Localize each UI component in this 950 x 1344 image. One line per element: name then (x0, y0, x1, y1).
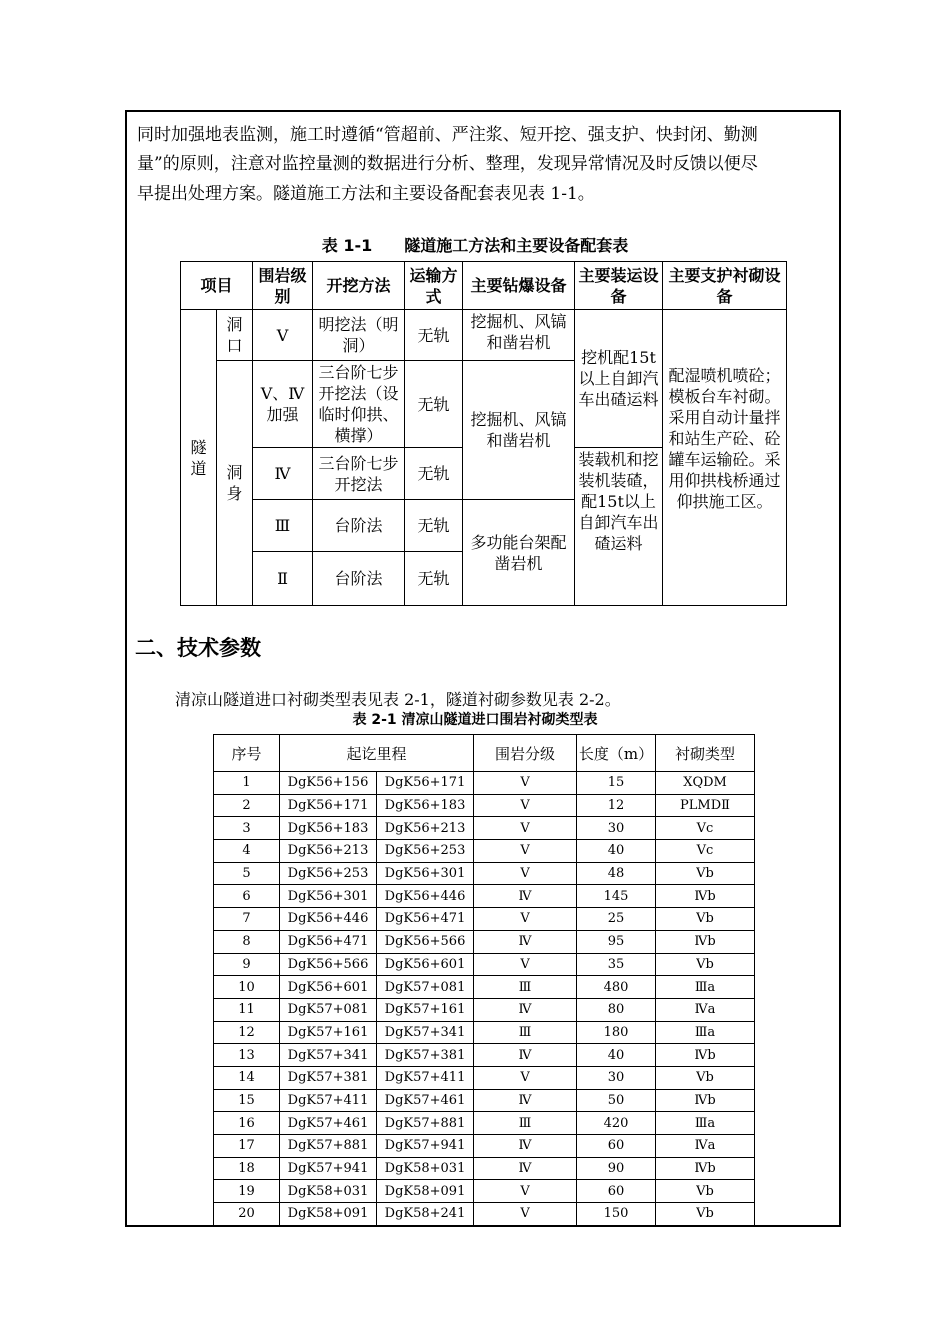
table2-cell-grade: Ⅴ (474, 772, 577, 795)
paragraph-line-2: 量”的原则，注意对监控量测的数据进行分析、整理，发现异常情况及时反馈以便尽 (137, 154, 758, 174)
table2-cell-start: DgK57+411 (280, 1089, 377, 1112)
table2 (213, 734, 755, 1226)
table2-header-length: 长度（m） (577, 735, 656, 772)
table2-cell-no: 14 (214, 1066, 280, 1089)
table2-cell-length: 50 (577, 1089, 656, 1112)
table2-cell-end: DgK58+241 (377, 1203, 474, 1226)
table-row (214, 862, 755, 885)
table2-cell-no: 18 (214, 1157, 280, 1180)
table2-cell-grade: Ⅴ (474, 953, 577, 976)
table2-cell-start: DgK56+301 (280, 885, 377, 908)
table2-cell-type: Ⅲa (656, 976, 755, 999)
table2-cell-end: DgK58+031 (377, 1157, 474, 1180)
table1-tunnel-cell: 隧道 (181, 310, 217, 606)
table2-cell-type: Ⅳb (656, 1157, 755, 1180)
table2-cell-length: 420 (577, 1112, 656, 1135)
table2-cell-length: 25 (577, 908, 656, 931)
table1-transport-cell: 无轨 (405, 500, 463, 552)
table2-cell-length: 150 (577, 1203, 656, 1226)
table2-cell-end: DgK56+213 (377, 817, 474, 840)
table2-cell-no: 19 (214, 1180, 280, 1203)
table2-cell-grade: Ⅴ (474, 817, 577, 840)
table2-cell-end: DgK56+601 (377, 953, 474, 976)
table2-cell-type: Ⅳa (656, 998, 755, 1021)
table2-cell-length: 15 (577, 772, 656, 795)
table2-cell-length: 60 (577, 1135, 656, 1158)
table2-cell-type: Ⅳb (656, 885, 755, 908)
table2-cell-no: 9 (214, 953, 280, 976)
table2-cell-length: 12 (577, 794, 656, 817)
table2-cell-type: Ⅴb (656, 1066, 755, 1089)
table1-grade-cell: Ⅲ (253, 500, 313, 552)
table1-transport-cell: 无轨 (405, 361, 463, 448)
table-row (214, 1021, 755, 1044)
table2-cell-grade: Ⅴ (474, 1180, 577, 1203)
table2-header-grade: 围岩分级 (474, 735, 577, 772)
table2-cell-start: DgK57+941 (280, 1157, 377, 1180)
table1-header-transport: 运输方式 (405, 262, 463, 310)
table2-cell-end: DgK56+566 (377, 930, 474, 953)
table2-cell-type: Ⅲa (656, 1112, 755, 1135)
table2-body (214, 772, 755, 1226)
table2-cell-end: DgK57+411 (377, 1066, 474, 1089)
table1-header-drill: 主要钻爆设备 (463, 262, 575, 310)
table2-cell-end: DgK57+381 (377, 1044, 474, 1067)
table2-cell-no: 7 (214, 908, 280, 931)
table2-cell-start: DgK56+213 (280, 840, 377, 863)
table2-cell-type: Ⅴb (656, 908, 755, 931)
table-row (214, 953, 755, 976)
table2-cell-start: DgK56+171 (280, 794, 377, 817)
table2-cell-length: 80 (577, 998, 656, 1021)
table2-cell-start: DgK57+461 (280, 1112, 377, 1135)
table2-cell-no: 17 (214, 1135, 280, 1158)
table2-cell-start: DgK57+081 (280, 998, 377, 1021)
table-row (214, 976, 755, 999)
table2-cell-grade: Ⅴ (474, 908, 577, 931)
table2-cell-no: 15 (214, 1089, 280, 1112)
table2-cell-end: DgK56+171 (377, 772, 474, 795)
table2-cell-length: 40 (577, 1044, 656, 1067)
table1-method-cell: 台阶法 (313, 552, 405, 606)
table-row (214, 998, 755, 1021)
section-heading: 二、技术参数 (135, 636, 261, 660)
table2-cell-end: DgK57+461 (377, 1089, 474, 1112)
table1-drill-hard-cell: 多功能台架配凿岩机 (463, 500, 575, 606)
table2-cell-end: DgK57+161 (377, 998, 474, 1021)
table2-cell-grade: Ⅲ (474, 976, 577, 999)
table-row (214, 840, 755, 863)
table2-header-no: 序号 (214, 735, 280, 772)
table2-cell-no: 6 (214, 885, 280, 908)
table1-method-cell: 台阶法 (313, 500, 405, 552)
table2-cell-grade: Ⅳ (474, 885, 577, 908)
table2-cell-length: 95 (577, 930, 656, 953)
table2-cell-length: 60 (577, 1180, 656, 1203)
table-row (214, 1135, 755, 1158)
table2-cell-start: DgK56+566 (280, 953, 377, 976)
table2-cell-grade: Ⅴ (474, 1203, 577, 1226)
table2-cell-grade: Ⅴ (474, 862, 577, 885)
table2-cell-no: 8 (214, 930, 280, 953)
table2-cell-grade: Ⅳ (474, 998, 577, 1021)
table2-cell-start: DgK57+161 (280, 1021, 377, 1044)
table-row (214, 817, 755, 840)
table1-transport-cell: 无轨 (405, 310, 463, 361)
table2-cell-no: 13 (214, 1044, 280, 1067)
table2-cell-grade: Ⅳ (474, 930, 577, 953)
table2-cell-start: DgK56+471 (280, 930, 377, 953)
table2-cell-no: 20 (214, 1203, 280, 1226)
table2-cell-start: DgK56+156 (280, 772, 377, 795)
table2-cell-type: XQDM (656, 772, 755, 795)
table-row (214, 772, 755, 795)
table1-header-item: 项目 (181, 262, 253, 310)
table1-grade-cell: Ⅴ、Ⅳ加强 (253, 361, 313, 448)
table1-loading-a-cell: 挖机配15t以上自卸汽车出碴运料 (575, 310, 663, 448)
table-row (214, 1044, 755, 1067)
table2-header-type: 衬砌类型 (656, 735, 755, 772)
table2-cell-no: 5 (214, 862, 280, 885)
table2-cell-grade: Ⅴ (474, 794, 577, 817)
table2-cell-no: 10 (214, 976, 280, 999)
table2-cell-length: 40 (577, 840, 656, 863)
table-row (214, 930, 755, 953)
table2-cell-start: DgK56+183 (280, 817, 377, 840)
table2-cell-length: 480 (577, 976, 656, 999)
table1-header-grade: 围岩级别 (253, 262, 313, 310)
table2-cell-start: DgK58+091 (280, 1203, 377, 1226)
table1-grade-cell: Ⅱ (253, 552, 313, 606)
table1-header-method: 开挖方法 (313, 262, 405, 310)
table1-transport-cell: 无轨 (405, 552, 463, 606)
table2-cell-end: DgK57+941 (377, 1135, 474, 1158)
table2-cell-no: 12 (214, 1021, 280, 1044)
table-row (214, 885, 755, 908)
table2-cell-type: Ⅴb (656, 862, 755, 885)
table2-cell-type: Ⅲa (656, 1021, 755, 1044)
table2-cell-end: DgK58+091 (377, 1180, 474, 1203)
table2-cell-type: Ⅴb (656, 953, 755, 976)
intro-text: 清凉山隧道进口衬砌类型表见表 2-1，隧道衬砌参数见表 2-2。 (175, 690, 621, 709)
table2-cell-type: PLMDⅡ (656, 794, 755, 817)
table2-cell-no: 3 (214, 817, 280, 840)
table2-cell-end: DgK57+881 (377, 1112, 474, 1135)
table2-cell-end: DgK57+341 (377, 1021, 474, 1044)
table2-cell-length: 30 (577, 817, 656, 840)
table2-cell-start: DgK56+446 (280, 908, 377, 931)
paragraph-line-1: 同时加强地表监测，施工时遵循“管超前、严注浆、短开挖、强支护、快封闭、勤测 (137, 125, 758, 145)
table2-cell-length: 145 (577, 885, 656, 908)
table2-cell-length: 48 (577, 862, 656, 885)
table1-grade-cell: Ⅴ (253, 310, 313, 361)
table2-cell-no: 16 (214, 1112, 280, 1135)
table2-cell-end: DgK56+253 (377, 840, 474, 863)
table2-cell-no: 11 (214, 998, 280, 1021)
table2-cell-end: DgK56+301 (377, 862, 474, 885)
table1-portal-cell: 洞口 (217, 310, 253, 361)
table-row (214, 1089, 755, 1112)
table2-cell-grade: Ⅳ (474, 1044, 577, 1067)
table2-cell-start: DgK57+341 (280, 1044, 377, 1067)
table1-grade-cell: Ⅳ (253, 448, 313, 500)
table2-cell-end: DgK57+081 (377, 976, 474, 999)
table2-cell-type: Ⅴc (656, 817, 755, 840)
table2-cell-start: DgK58+031 (280, 1180, 377, 1203)
table1-transport-cell: 无轨 (405, 448, 463, 500)
table1-loading-b-cell: 装载机和挖装机装碴，配15t以上自卸汽车出碴运料 (575, 448, 663, 606)
table1-header-support: 主要支护衬砌设备 (663, 262, 787, 310)
table2-cell-grade: Ⅳ (474, 1157, 577, 1180)
table-row (214, 1112, 755, 1135)
table1-method-cell: 明挖法（明洞） (313, 310, 405, 361)
table2-cell-length: 90 (577, 1157, 656, 1180)
table2-cell-type: Ⅳa (656, 1135, 755, 1158)
table2-cell-grade: Ⅴ (474, 1066, 577, 1089)
table2-cell-start: DgK56+601 (280, 976, 377, 999)
table2-cell-no: 4 (214, 840, 280, 863)
table2-cell-length: 35 (577, 953, 656, 976)
table2-cell-type: Ⅴb (656, 1203, 755, 1226)
table2-header-range: 起讫里程 (280, 735, 474, 772)
table-row (214, 1157, 755, 1180)
table2-cell-length: 180 (577, 1021, 656, 1044)
paragraph-line-3: 早提出处理方案。隧道施工方法和主要设备配套表见表 1-1。 (137, 184, 595, 204)
table2-cell-end: DgK56+471 (377, 908, 474, 931)
table1-support-cell: 配湿喷机喷砼；模板台车衬砌。采用自动计量拌和站生产砼、砼罐车运输砼。采用仰拱栈桥通过仰拱施工区。 (663, 310, 787, 606)
table2-cell-no: 1 (214, 772, 280, 795)
table2-cell-grade: Ⅳ (474, 1135, 577, 1158)
table2-cell-start: DgK57+381 (280, 1066, 377, 1089)
table2-cell-start: DgK56+253 (280, 862, 377, 885)
table1-method-cell: 三台阶七步开挖法（设临时仰拱、横撑） (313, 361, 405, 448)
table2-cell-type: Ⅳb (656, 930, 755, 953)
table1 (180, 261, 787, 606)
table2-cell-end: DgK56+183 (377, 794, 474, 817)
table2-cell-no: 2 (214, 794, 280, 817)
table2-cell-type: Ⅴb (656, 1180, 755, 1203)
table-row (214, 1066, 755, 1089)
table2-cell-type: Ⅴc (656, 840, 755, 863)
table-row (214, 1203, 755, 1226)
table2-cell-grade: Ⅲ (474, 1021, 577, 1044)
table-row (214, 1180, 755, 1203)
table2-cell-type: Ⅳb (656, 1044, 755, 1067)
table-row (214, 908, 755, 931)
table2-cell-end: DgK56+446 (377, 885, 474, 908)
table1-drill-body-cell: 挖掘机、风镐和凿岩机 (463, 361, 575, 500)
table2-cell-type: Ⅳb (656, 1089, 755, 1112)
table2-cell-grade: Ⅴ (474, 840, 577, 863)
table-row (214, 794, 755, 817)
table2-cell-length: 30 (577, 1066, 656, 1089)
table2-caption: 表 2-1 清凉山隧道进口围岩衬砌类型表 (352, 712, 598, 728)
table1-drill-portal-cell: 挖掘机、风镐和凿岩机 (463, 310, 575, 361)
table1-body-cell: 洞身 (217, 361, 253, 606)
table1-caption: 表 1-1 隧道施工方法和主要设备配套表 (321, 236, 629, 255)
table2-cell-grade: Ⅳ (474, 1089, 577, 1112)
table1-method-cell: 三台阶七步开挖法 (313, 448, 405, 500)
table2-cell-start: DgK57+881 (280, 1135, 377, 1158)
table1-header-loading: 主要装运设备 (575, 262, 663, 310)
table2-cell-grade: Ⅲ (474, 1112, 577, 1135)
